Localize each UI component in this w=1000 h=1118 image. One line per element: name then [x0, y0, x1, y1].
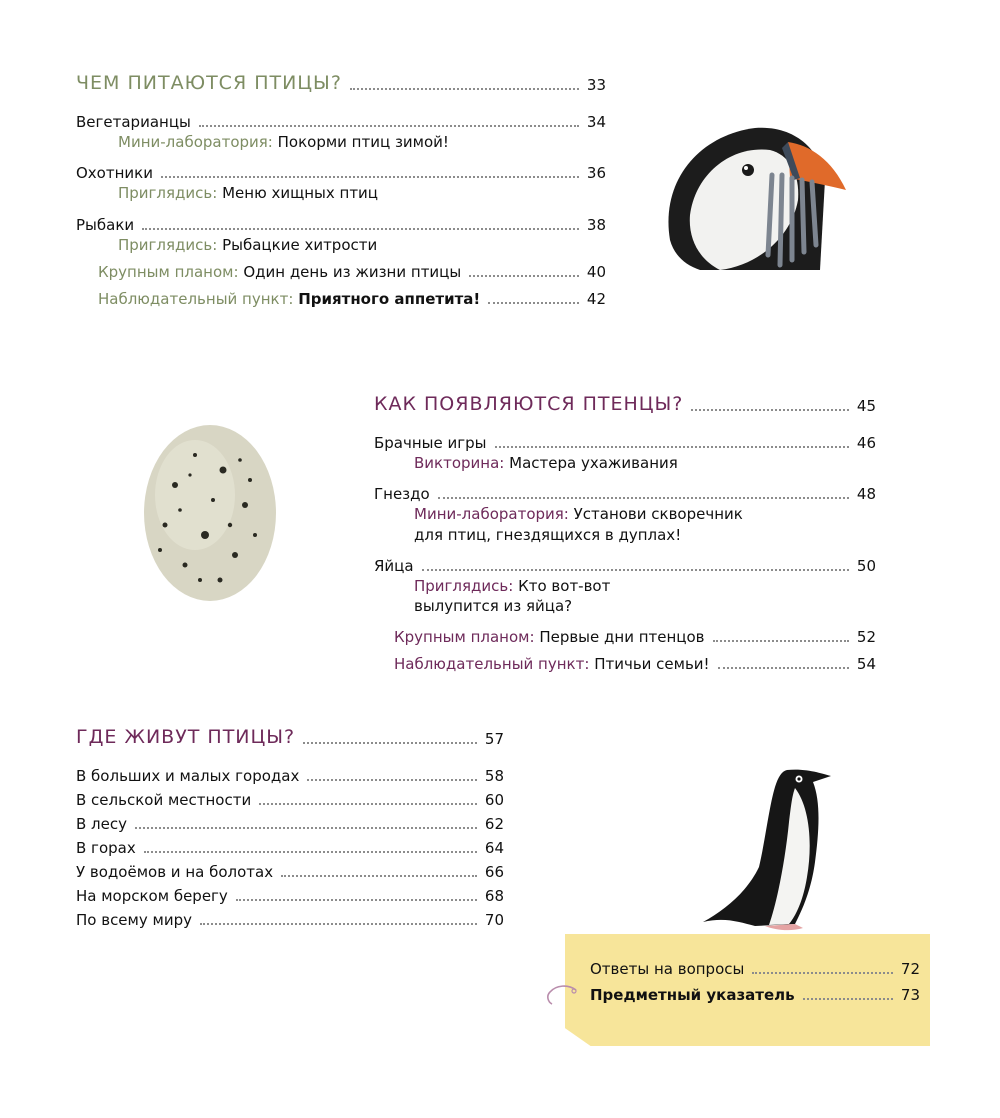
page-number: 62 — [484, 815, 504, 833]
leader-dots — [135, 826, 477, 829]
toc-entry[interactable] — [76, 889, 504, 904]
extra-label: Крупным планом: — [394, 628, 535, 647]
toc-subentry[interactable] — [414, 576, 876, 617]
entry-title: В больших и малых городах — [76, 767, 300, 785]
entry-title: По всему миру — [76, 911, 192, 929]
leader-dots — [422, 568, 849, 571]
toc-heading-row[interactable] — [76, 74, 606, 93]
sub-label: Приглядись: — [118, 184, 218, 203]
toc-subentry[interactable] — [118, 235, 606, 255]
toc-entry[interactable] — [76, 817, 504, 832]
extra-label: Наблюдательный пункт: — [394, 655, 590, 674]
leader-dots — [281, 874, 477, 877]
sub-text: Меню хищных птиц — [222, 184, 379, 203]
entry-title: В горах — [76, 839, 136, 857]
page-number: 46 — [856, 434, 876, 452]
page-number: 54 — [856, 655, 876, 674]
toc-entry[interactable] — [76, 793, 504, 808]
page-number: 68 — [484, 887, 504, 905]
sub-label: Мини-лаборатория: — [414, 505, 569, 524]
sub-text: Покорми птиц зимой! — [277, 133, 449, 151]
page-number: 50 — [856, 556, 876, 575]
leader-dots — [350, 87, 579, 90]
page-number: 58 — [484, 767, 504, 785]
toc-entry[interactable] — [76, 913, 504, 928]
page-number: 36 — [586, 164, 606, 183]
toc-subentry[interactable] — [118, 132, 606, 152]
leader-dots — [199, 124, 579, 127]
leader-dots — [718, 666, 849, 669]
leader-dots — [803, 997, 893, 1000]
section-feeding — [76, 74, 606, 307]
entry-title: Яйца — [374, 556, 414, 575]
page-number: 60 — [484, 791, 504, 809]
page-number: 66 — [484, 863, 504, 881]
sub-label: Приглядись: — [414, 576, 514, 595]
leader-dots — [236, 898, 477, 901]
toc-entry[interactable] — [374, 487, 876, 502]
toc-heading-row[interactable] — [76, 728, 504, 747]
penguin-illustration — [695, 762, 840, 937]
leader-dots — [438, 496, 849, 499]
toc-extra-entry[interactable] — [98, 262, 606, 281]
toc-entry[interactable] — [76, 166, 606, 181]
leader-dots — [495, 445, 849, 448]
extra-label: Наблюдательный пункт: — [98, 289, 294, 308]
toc-entry[interactable] — [76, 865, 504, 880]
leader-dots — [752, 971, 893, 974]
sub-text-line2: для птиц, гнездящихся в дуплах! — [414, 525, 682, 544]
sub-text-line2: вылупится из яйца? — [414, 597, 573, 615]
toc-entry[interactable] — [590, 962, 920, 977]
sub-text: Рыбацкие хитрости — [222, 235, 378, 254]
extra-text: Приятного аппетита! — [298, 289, 481, 308]
page-number: 40 — [586, 262, 606, 281]
leader-dots — [144, 850, 477, 853]
toc-heading-row[interactable] — [374, 395, 876, 414]
page-number: 72 — [900, 960, 920, 978]
section-heading: ГДЕ ЖИВУТ ПТИЦЫ? — [76, 726, 296, 748]
section-habitats — [76, 728, 504, 928]
toc-subentry[interactable] — [414, 453, 876, 473]
leader-dots — [713, 639, 849, 642]
toc-entry[interactable] — [76, 115, 606, 130]
toc-extra-entry[interactable] — [394, 630, 876, 645]
sub-label: Приглядись: — [118, 235, 218, 254]
leader-dots — [161, 175, 579, 178]
leader-dots — [259, 802, 477, 805]
entry-title: Гнездо — [374, 485, 430, 504]
tag-string-icon — [540, 982, 580, 1008]
page-number: 73 — [900, 986, 920, 1004]
page-number: 52 — [856, 628, 876, 647]
entry-title: Охотники — [76, 164, 153, 183]
extra-text: Птичьи семьи! — [594, 655, 710, 674]
entry-title: В сельской местности — [76, 791, 252, 809]
extra-text: Один день из жизни птицы — [243, 262, 462, 281]
puffin-illustration — [660, 120, 860, 275]
page-number: 38 — [586, 215, 606, 234]
extra-text: Первые дни птенцов — [539, 628, 705, 647]
entry-title: Предметный указатель — [590, 986, 795, 1004]
egg-illustration — [135, 415, 285, 610]
toc-subentry[interactable] — [118, 183, 606, 203]
sub-label: Мини-лаборатория: — [118, 133, 273, 151]
leader-dots — [303, 741, 477, 744]
page-number: 34 — [586, 113, 606, 131]
page-number: 70 — [484, 911, 504, 929]
sub-label: Викторина: — [414, 454, 505, 472]
section-chicks — [374, 395, 876, 672]
entry-title: Ответы на вопросы — [590, 960, 745, 978]
leader-dots — [142, 227, 579, 230]
toc-subentry[interactable] — [414, 504, 876, 545]
leader-dots — [691, 408, 849, 411]
sub-text: Кто вот-вот — [518, 576, 611, 595]
entry-title: В лесу — [76, 815, 127, 833]
leader-dots — [469, 274, 579, 277]
toc-entry[interactable] — [374, 436, 876, 451]
toc-entry[interactable] — [76, 841, 504, 856]
section-heading: ЧЕМ ПИТАЮТСЯ ПТИЦЫ? — [76, 72, 342, 94]
sub-text: Установи скворечник — [573, 505, 743, 524]
page-number: 57 — [484, 730, 504, 748]
entry-title: Вегетарианцы — [76, 113, 191, 131]
page-number: 48 — [856, 485, 876, 504]
sub-text: Мастера ухаживания — [509, 454, 678, 472]
toc-entry[interactable] — [76, 215, 606, 234]
leader-dots — [307, 778, 477, 781]
leader-dots — [200, 922, 477, 925]
entry-title: На морском берегу — [76, 887, 228, 905]
toc-extra-entry[interactable] — [394, 657, 876, 672]
entry-title: Брачные игры — [374, 434, 487, 452]
page-number: 45 — [856, 397, 876, 415]
page-number: 42 — [586, 289, 606, 308]
page-number: 64 — [484, 839, 504, 857]
appendix-list — [590, 962, 920, 1003]
toc-extra-entry[interactable] — [98, 289, 606, 308]
entry-title: У водоёмов и на болотах — [76, 863, 274, 881]
section-heading: КАК ПОЯВЛЯЮТСЯ ПТЕНЦЫ? — [374, 393, 684, 415]
entry-title: Рыбаки — [76, 215, 135, 234]
toc-entry[interactable] — [76, 769, 504, 784]
leader-dots — [488, 301, 579, 304]
toc-entry[interactable] — [374, 556, 876, 575]
extra-label: Крупным планом: — [98, 262, 239, 281]
page-number: 33 — [586, 76, 606, 94]
toc-entry[interactable] — [590, 988, 920, 1003]
